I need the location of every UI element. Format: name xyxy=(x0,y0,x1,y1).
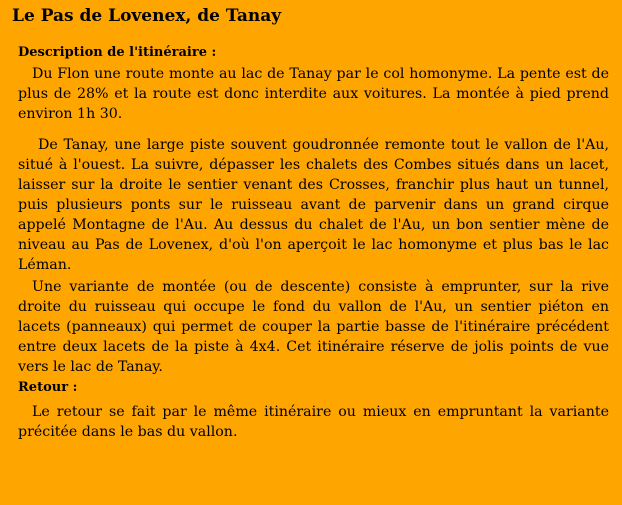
itinerary-paragraph-1: Du Flon une route monte au lac de Tanay par le col homonyme. La pente est de plus de 28% et la route est donc interdite aux voitures. La montée à pied prend environ 1h 30. xyxy=(18,66,609,122)
page-title: Le Pas de Lovenex, de Tanay xyxy=(12,6,282,26)
return-paragraph: Le retour se fait par le même itinéraire ou mieux en empruntant la variante précitée dans le bas du vallon. xyxy=(18,404,609,440)
content xyxy=(18,44,609,442)
return-heading: Retour : xyxy=(18,380,78,395)
itinerary-heading: Description de l'itinéraire : xyxy=(18,45,217,60)
itinerary-paragraph-3: Une variante de montée (ou de descente) consiste à emprunter, sur la rive droite du ruisseau qui occupe le fond du vallon de l'Au, un sentier piéton en lacets (panneaux) qui permet de couper la partie basse de l'itinéraire précédent entre deux lacets de la piste à 4x4. Cet itinéraire réserve de jolis points de vue vers le lac de Tanay. xyxy=(18,279,609,375)
itinerary-paragraph-2: De Tanay, une large piste souvent goudronnée remonte tout le vallon de l'Au, situé à l'ouest. La suivre, dépasser les chalets des Combes situés dans un lacet, laisser sur la droite le sentier venant des Crosses, franchir plus haut un tunnel, puis plusieurs ponts sur le ruisseau avant de parvenir dans un grand cirque appelé Montagne de l'Au. Au dessus du chalet de l'Au, un bon sentier mène de niveau au Pas de Lovenex, d'où l'on aperçoit le lac homonyme et plus bas le lac Léman. xyxy=(18,137,609,273)
